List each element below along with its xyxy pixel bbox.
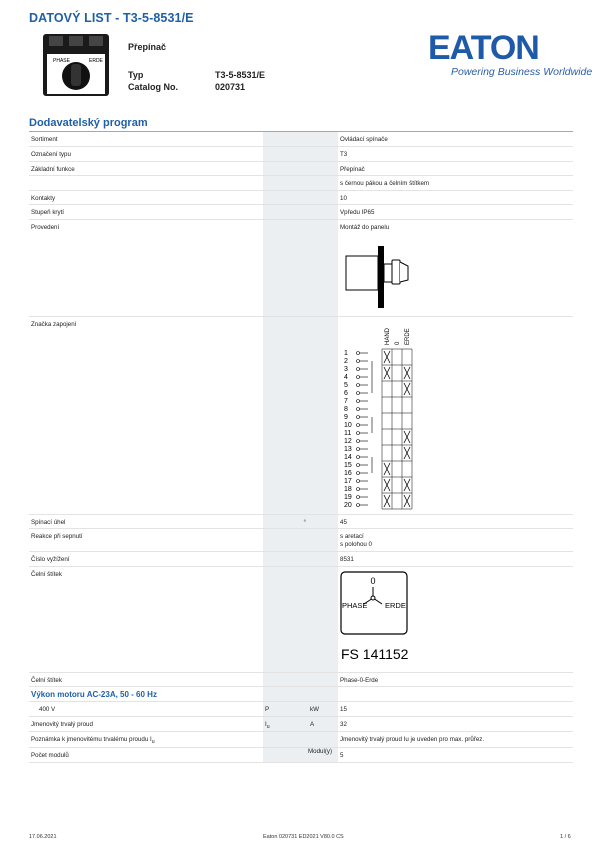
terminal-dot — [357, 455, 360, 458]
value: 15 — [338, 701, 573, 716]
label-sub: u — [151, 738, 155, 745]
terminal-label: 12 — [344, 437, 352, 445]
subheading: Výkon motoru AC-23A, 50 - 60 Hz — [29, 686, 263, 701]
terminal-dot — [357, 471, 360, 474]
terminal-dot — [357, 391, 360, 394]
column-label: ERDE — [405, 327, 411, 345]
row-znacka — [29, 316, 573, 514]
row-provedeni — [29, 219, 573, 316]
value: Ovládací spínače — [338, 132, 573, 146]
unit: Modul(y) — [308, 747, 338, 762]
spec-table — [29, 132, 573, 763]
terminal-label: 19 — [344, 493, 352, 501]
terminal-label: 10 — [344, 421, 352, 429]
value-2: s polohou 0 — [340, 540, 372, 548]
label: Čelní štítek — [29, 672, 263, 686]
terminal-dot — [357, 487, 360, 490]
terminal-label: 2 — [344, 357, 348, 365]
terminal-dot — [357, 423, 360, 426]
terminal-dot — [357, 399, 360, 402]
value: 10 — [338, 190, 573, 204]
faceplate-code: FS 141152 — [341, 645, 409, 662]
wiring-diagram-cell — [338, 316, 573, 514]
terminal-dot — [357, 431, 360, 434]
terminal-dot — [357, 495, 360, 498]
terminal-label: 4 — [344, 373, 348, 381]
catalog-label: Catalog No. — [128, 82, 179, 92]
label: Provedení — [29, 219, 263, 316]
row-kontakty — [29, 190, 573, 204]
terminal-label: 1 — [344, 349, 348, 357]
value-cell — [338, 219, 573, 316]
type-row — [128, 70, 266, 80]
terminal-label: 9 — [344, 413, 348, 421]
product-name: Přepínač — [128, 42, 167, 52]
symbol: I — [265, 720, 267, 728]
panel-mount-drawing — [342, 246, 412, 310]
row-sortiment — [29, 132, 573, 146]
value: 32 — [338, 716, 573, 731]
terminal-label: 18 — [344, 485, 352, 493]
symbol-cell — [263, 716, 308, 731]
value: Vpředu IP65 — [338, 204, 573, 219]
terminal-dot — [357, 351, 360, 354]
row-celni-2 — [29, 672, 573, 686]
value: 8531 — [338, 551, 573, 566]
terminal-dot — [357, 407, 360, 410]
row-celni-1 — [29, 566, 573, 672]
label: Jmenovitý trvalý proud — [29, 716, 263, 731]
label: Počet modulů — [29, 747, 263, 762]
terminal-label: 20 — [344, 501, 352, 509]
page-title: DATOVÝ LIST - T3-5-8531/E — [29, 11, 194, 25]
catalog-row — [128, 82, 246, 92]
terminal-dot — [357, 447, 360, 450]
faceplate-left: PHASE — [342, 600, 368, 610]
label: Poznámka k jmenovitému trvalému proudu I — [31, 735, 152, 743]
product-image — [41, 32, 111, 102]
row-vykon — [29, 686, 573, 701]
label: Čelní štítek — [29, 566, 263, 672]
value: 5 — [338, 747, 573, 762]
terminal-label: 8 — [344, 405, 348, 413]
terminal-dot — [357, 375, 360, 378]
label: Sortiment — [29, 132, 263, 146]
footer-date: 17.06.2021 — [29, 834, 57, 840]
label: Kontakty — [29, 190, 263, 204]
value: Phase-0-Erde — [338, 672, 573, 686]
row-jmen — [29, 716, 573, 731]
terminal-dot — [357, 439, 360, 442]
value: s aretací — [340, 532, 364, 540]
unit: kW — [308, 701, 338, 716]
unit: A — [308, 716, 338, 731]
terminal-label: 5 — [344, 381, 348, 389]
footer-doc: Eaton 020731 ED2021 V80.0 CS — [263, 834, 344, 840]
label: Číslo vyžížení — [29, 551, 263, 566]
column-label: HAND — [385, 327, 391, 345]
value: Montáž do panelu — [340, 223, 390, 231]
label: Označení typu — [29, 146, 263, 161]
terminal-dot — [357, 383, 360, 386]
terminal-label: 11 — [344, 429, 352, 437]
type-label: Typ — [128, 70, 144, 80]
svg-text:ERDE: ERDE — [89, 58, 103, 64]
value-cell — [338, 528, 573, 551]
label: 400 V — [29, 701, 263, 716]
row-stupen — [29, 204, 573, 219]
terminal-dot — [357, 479, 360, 482]
terminal-dot — [357, 359, 360, 362]
label: Značka zapojení — [29, 316, 263, 514]
terminal-label: 3 — [344, 365, 348, 373]
unit: ° — [263, 514, 308, 528]
value: Přepínač — [338, 161, 573, 175]
value: 45 — [338, 514, 573, 528]
row-cislo — [29, 551, 573, 566]
terminal-label: 17 — [344, 477, 352, 485]
terminal-dot — [357, 415, 360, 418]
row-pocet — [29, 747, 573, 762]
terminal-dot — [357, 503, 360, 506]
terminal-label: 7 — [344, 397, 348, 405]
value: s černou pákou a čelním štítkem — [338, 175, 573, 190]
faceplate-right: ERDE — [385, 600, 406, 610]
symbol-sub: u — [266, 723, 270, 730]
row-400v — [29, 701, 573, 716]
row-zakladni — [29, 161, 573, 175]
row-poznamka — [29, 731, 573, 747]
label: Stupeň krytí — [29, 204, 263, 219]
label: Základní funkce — [29, 161, 263, 175]
terminal-dot — [357, 463, 360, 466]
terminal-label: 16 — [344, 469, 352, 477]
footer-page: 1 / 6 — [560, 834, 571, 840]
catalog-value: 020731 — [215, 82, 246, 92]
label: Reakce při sepnutí — [29, 528, 263, 551]
type-value: T3-5-8531/E — [215, 70, 266, 80]
faceplate-center: 0 — [370, 575, 376, 586]
terminal-label: 15 — [344, 461, 352, 469]
terminal-dot — [357, 367, 360, 370]
terminal-label: 6 — [344, 389, 348, 397]
wiring-diagram — [340, 321, 430, 511]
faceplate-drawing — [340, 571, 420, 669]
label-cell — [29, 731, 263, 747]
symbol: P — [263, 701, 308, 716]
row-reakce — [29, 528, 573, 551]
faceplate-cell — [338, 566, 573, 672]
row-oznaceni — [29, 146, 573, 161]
value: Jmenovitý trvalý proud Iu je uveden pro max. průřez. — [338, 731, 573, 747]
value: T3 — [338, 146, 573, 161]
logo-text: EATON — [428, 29, 539, 67]
column-label: 0 — [395, 341, 401, 345]
terminal-label: 14 — [344, 453, 352, 461]
svg-text:PHASE: PHASE — [53, 58, 70, 64]
label: Spínací úhel — [29, 514, 263, 528]
logo-tagline: Powering Business Worldwide — [451, 66, 593, 78]
row-zakladni-2 — [29, 175, 573, 190]
section-title: Dodavatelský program — [29, 117, 148, 129]
terminal-label: 13 — [344, 445, 352, 453]
row-spinaci — [29, 514, 573, 528]
